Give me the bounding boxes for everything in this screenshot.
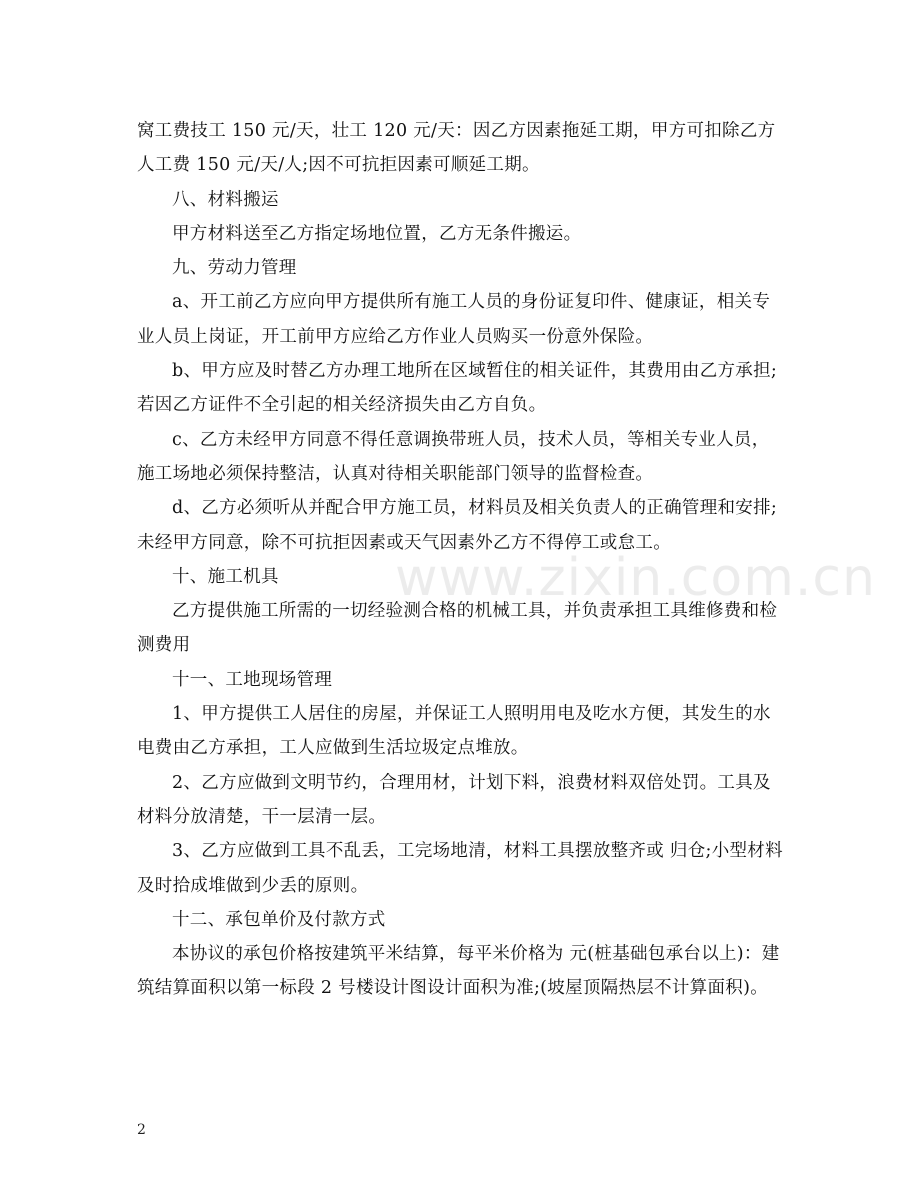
paragraph: 1、甲方提供工人居住的房屋，并保证工人照明用电及吃水方便，其发生的水电费由乙方承担，工人应做到生活垃圾定点堆放。 [137,704,771,759]
paragraph: 本协议的承包价格按建筑平米结算，每平米价格为 元(桩基础包承台以上)：建筑结算面积以第一标段 2 号楼设计图设计面积为准;(坡屋顶隔热层不计算面积)。 [137,944,780,999]
paragraph: a、开工前乙方应向甲方提供所有施工人员的身份证复印件、健康证，相关专业人员上岗证，开工前甲方应给乙方作业人员购买一份意外保险。 [137,292,771,347]
page-number: 2 [137,1122,146,1138]
paragraph: 3、乙方应做到工具不乱丢，工完场地清，材料工具摆放整齐或 归仓;小型材料及时拾成堆做到少丢的原则。 [137,841,783,896]
section-heading: 十二、承包单价及付款方式 [172,909,386,930]
paragraph: 窝工费技工 150 元/天，壮工 120 元/天：因乙方因素拖延工期，甲方可扣除乙方人工费 150 元/天/人;因不可抗拒因素可顺延工期。 [137,121,776,176]
section-heading: 十一、工地现场管理 [172,669,333,690]
document-body [137,114,787,1006]
section-heading: 八、材料搬运 [172,189,279,210]
section-heading: 九、劳动力管理 [172,258,297,279]
paragraph: 乙方提供施工所需的一切经验测合格的机械工具，并负责承担工具维修费和检测费用 [137,601,778,656]
paragraph: d、乙方必须听从并配合甲方施工员，材料员及相关负责人的正确管理和安排;未经甲方同意，除不可抗拒因素或天气因素外乙方不得停工或怠工。 [137,498,778,553]
watermark: www.zixin.com.cn [395,548,876,608]
paragraph: 2、乙方应做到文明节约，合理用材，计划下料，浪费材料双倍处罚。工具及材料分放清楚，干一层清一层。 [137,772,771,827]
paragraph: c、乙方未经甲方同意不得任意调换带班人员，技术人员，等相关专业人员，施工场地必须保持整洁，认真对待相关职能部门领导的监督检查。 [137,429,770,484]
paragraph: 甲方材料送至乙方指定场地位置，乙方无条件搬运。 [172,223,582,244]
section-heading: 十、施工机具 [172,566,279,587]
paragraph: b、甲方应及时替乙方办理工地所在区域暂住的相关证件，其费用由乙方承担;若因乙方证件不全引起的相关经济损失由乙方自负。 [137,361,778,416]
